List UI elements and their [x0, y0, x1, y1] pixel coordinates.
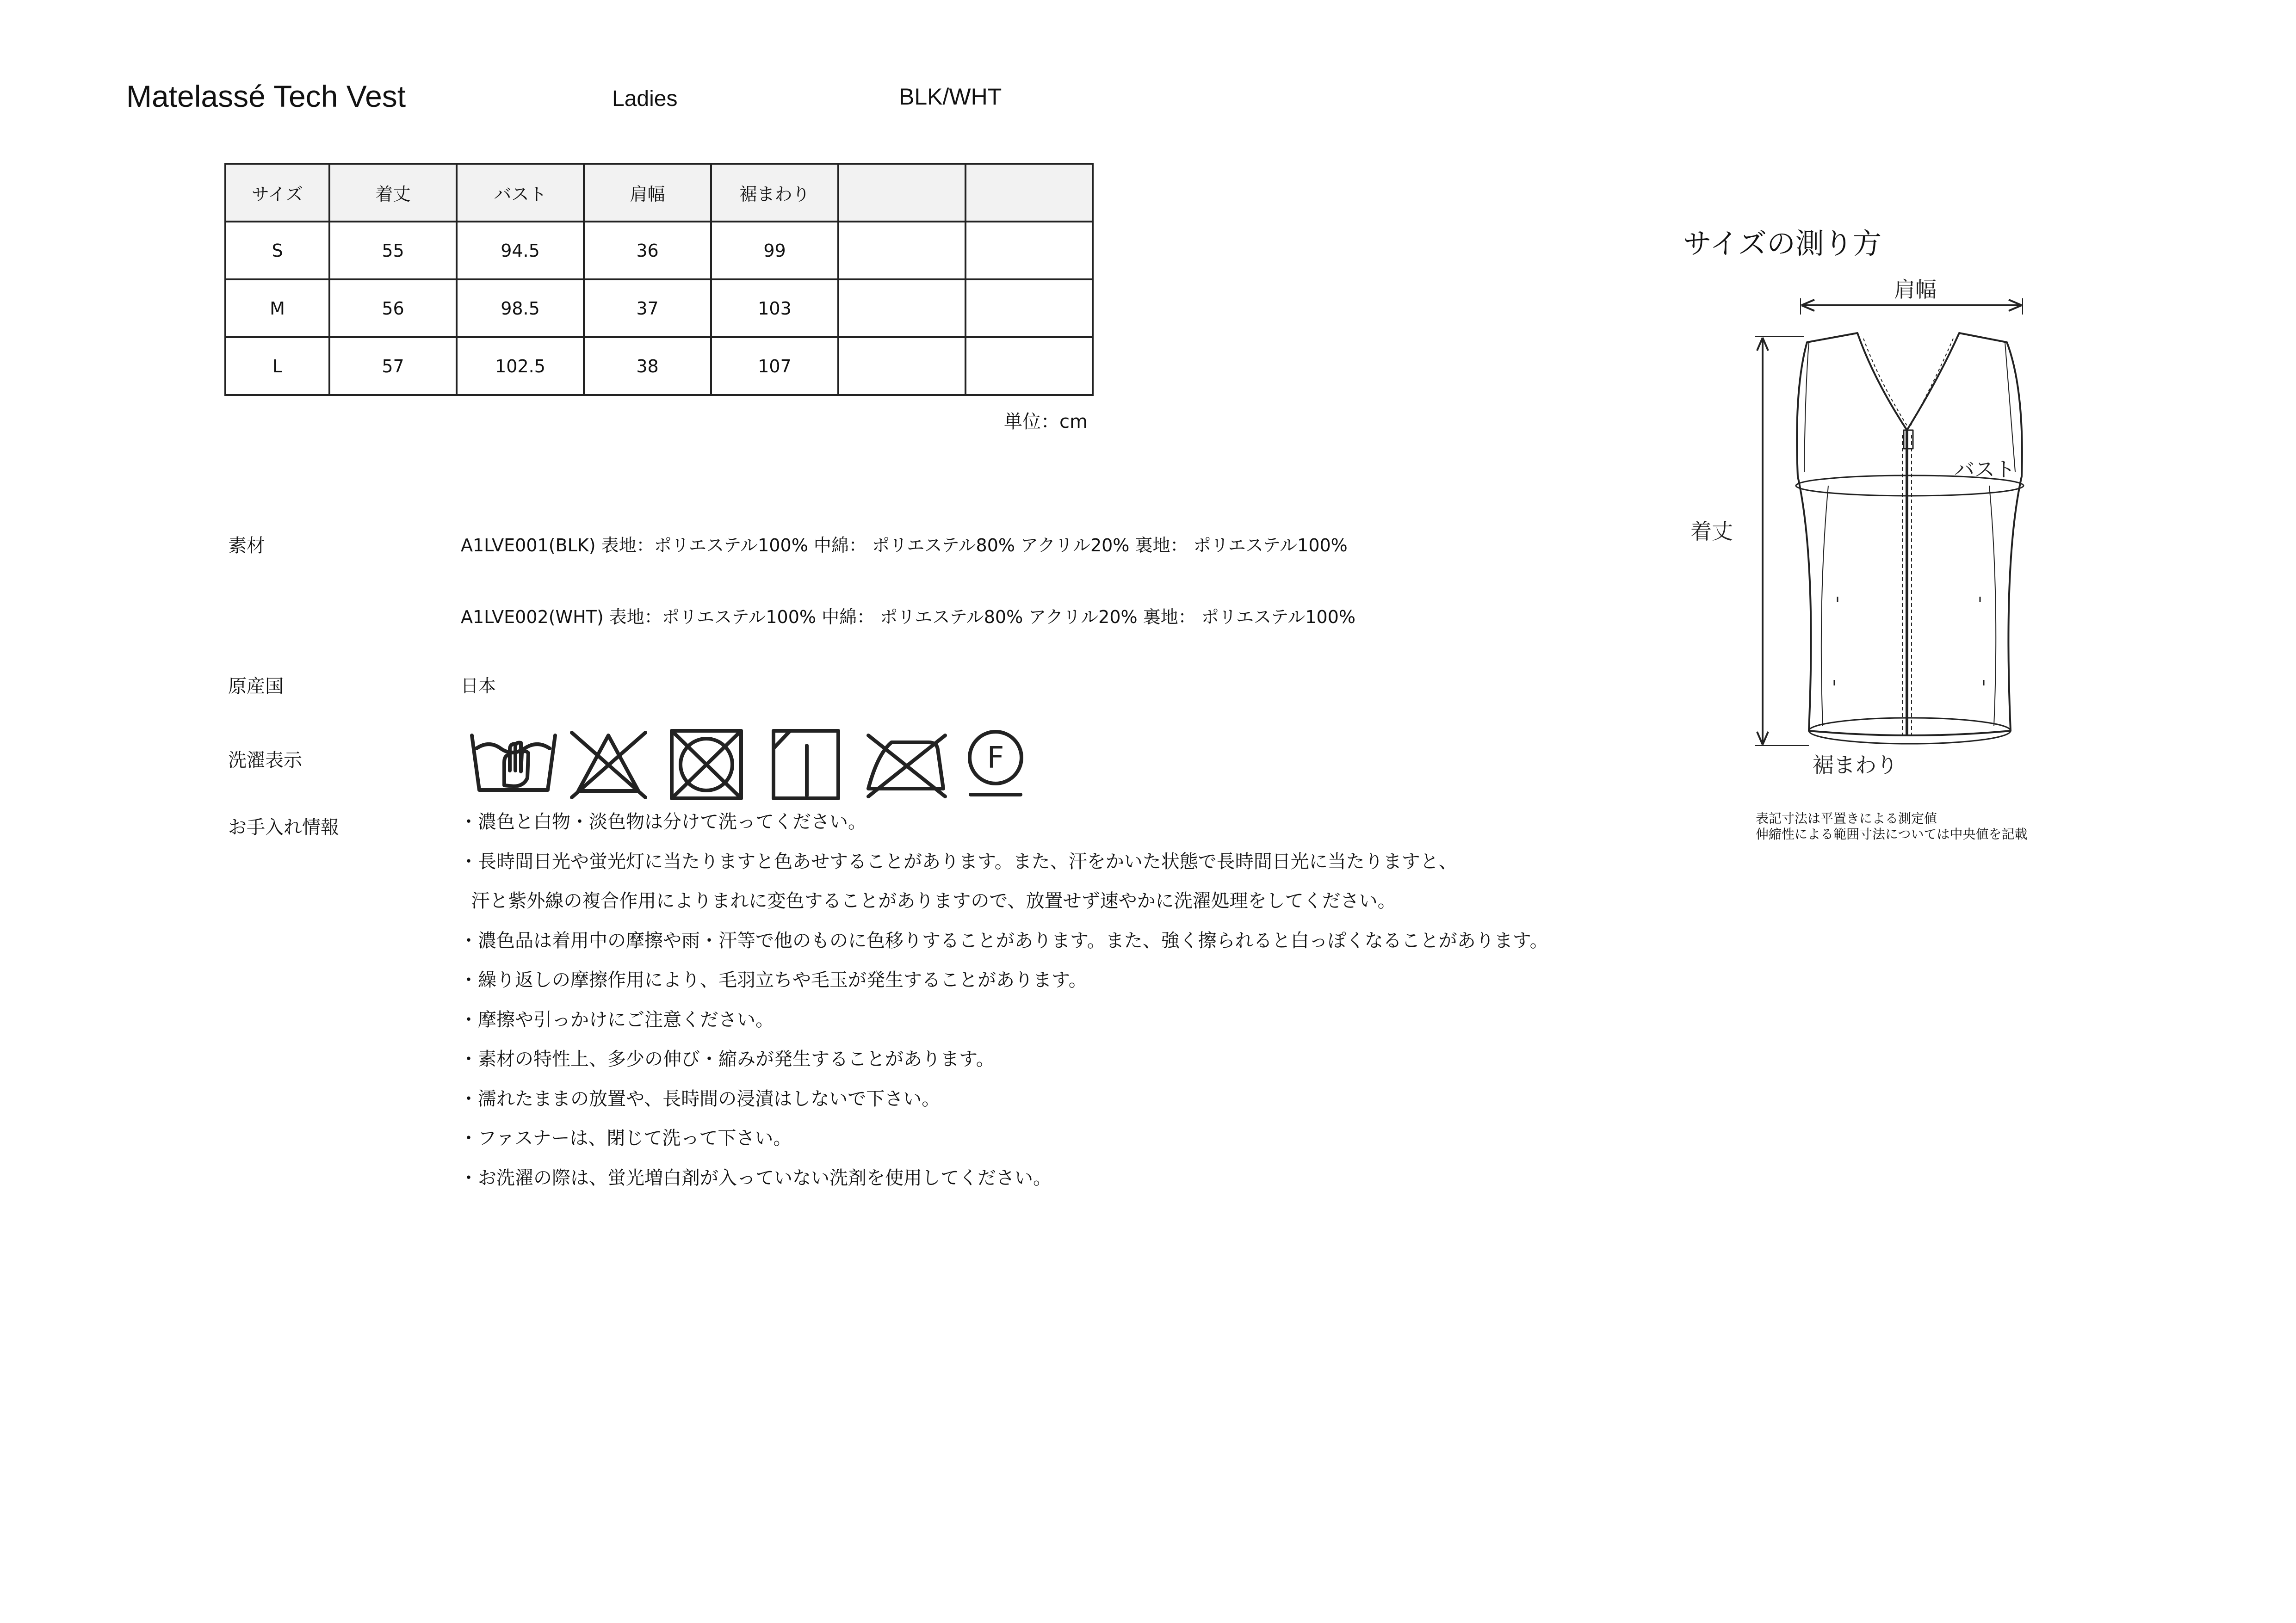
size-table [224, 163, 1094, 396]
no-tumble-dry-icon [672, 731, 741, 798]
care-item: ・濃色と白物・淡色物は分けて洗ってください。 [459, 811, 866, 833]
hand-wash-icon [472, 735, 555, 790]
size-table-cell: 38 [584, 337, 711, 395]
length-label: 着丈 [1690, 519, 1733, 544]
product-title: Matelassé Tech Vest [126, 79, 406, 113]
size-table-cell: 36 [584, 222, 711, 279]
length-arrow [1755, 337, 1809, 746]
material-line: A1LVE001(BLK) 表地：ポリエステル100% 中綿： ポリエステル80% アクリル20% 裏地： ポリエステル100% [461, 535, 1348, 555]
size-table-cell [965, 222, 1093, 279]
origin-label: 原産国 [228, 676, 284, 697]
hem-ellipse [1809, 718, 2011, 744]
material-label: 素材 [228, 535, 265, 556]
product-gender: Ladies [612, 86, 678, 111]
size-table-cell: 103 [711, 279, 838, 337]
size-table-cell: 107 [711, 337, 838, 395]
dry-clean-letter: F [987, 741, 1004, 775]
care-icons [468, 726, 1023, 805]
line-dry-icon [774, 731, 838, 798]
size-table-header-cell: 肩幅 [584, 164, 711, 222]
hem-label: 裾まわり [1813, 753, 1898, 778]
size-table-cell [838, 337, 965, 395]
size-table-cell: 94.5 [457, 222, 584, 279]
size-table-header-cell: サイズ [225, 164, 329, 222]
care-item: ・ファスナーは、閉じて洗って下さい。 [459, 1128, 792, 1149]
dry-clean-f-icon [970, 732, 1021, 795]
care-label: お手入れ情報 [228, 817, 339, 838]
material-line: A1LVE002(WHT) 表地：ポリエステル100% 中綿： ポリエステル80% アクリル20% 裏地： ポリエステル100% [461, 607, 1355, 627]
measure-note: 表記寸法は平置きによる測定値 [1756, 811, 1937, 826]
care-item: ・素材の特性上、多少の伸び・縮みが発生することがあります。 [459, 1049, 995, 1070]
size-table-row [225, 337, 1093, 395]
care-item: ・摩擦や引っかけにご注意ください。 [459, 1009, 774, 1031]
size-table-cell: 55 [329, 222, 457, 279]
size-table-header-cell: 着丈 [329, 164, 457, 222]
size-table-cell [965, 279, 1093, 337]
size-table-row [225, 279, 1093, 337]
care-item: ・濃色品は着用中の摩擦や雨・汗等で他のものに色移りすることがあります。また、強く擦られると白っぽくなることがあります。 [459, 930, 1548, 951]
size-table-cell: 57 [329, 337, 457, 395]
size-table-cell: 98.5 [457, 279, 584, 337]
size-table-cell: M [225, 279, 329, 337]
size-table-cell [838, 279, 965, 337]
size-table-cell: L [225, 337, 329, 395]
care-item: ・濡れたままの放置や、長時間の浸漬はしないで下さい。 [459, 1088, 941, 1110]
vest-diagram [1670, 273, 2054, 800]
care-item: ・繰り返しの摩擦作用により、毛羽立ちや毛玉が発生することがあります。 [459, 969, 1087, 991]
care-list [459, 802, 1548, 1198]
size-unit: 単位：cm [1004, 411, 1088, 432]
care-item: 汗と紫外線の複合作用によりまれに変色することがありますので、放置せず速やかに洗濯処理をしてください。 [459, 890, 1396, 912]
size-table-cell: 102.5 [457, 337, 584, 395]
care-item: ・長時間日光や蛍光灯に当たりますと色あせすることがあります。また、汗をかいた状態で長時間日光に当たりますと、 [459, 851, 1457, 872]
shoulder-label: 肩幅 [1894, 277, 1937, 302]
measure-note: 伸縮性による範囲寸法については中央値を記載 [1756, 827, 2028, 842]
vest-outline [1797, 333, 2022, 735]
size-table-cell: 37 [584, 279, 711, 337]
no-iron-icon [868, 735, 945, 796]
bust-label: バスト [1954, 458, 2015, 481]
size-table-header-cell: 裾まわり [711, 164, 838, 222]
no-bleach-icon [572, 733, 645, 797]
size-table-row [225, 222, 1093, 279]
product-color: BLK/WHT [899, 84, 1002, 110]
size-table-header-cell: バスト [457, 164, 584, 222]
size-table-header-cell [838, 164, 965, 222]
care-item: ・お洗濯の際は、蛍光増白剤が入っていない洗剤を使用してください。 [459, 1167, 1052, 1189]
measure-heading: サイズの測り方 [1683, 227, 1882, 260]
size-table-cell: S [225, 222, 329, 279]
size-table-cell: 56 [329, 279, 457, 337]
size-table-cell [838, 222, 965, 279]
wash-label: 洗濯表示 [228, 750, 302, 771]
size-table-header-row [225, 164, 1093, 222]
origin-value: 日本 [461, 676, 496, 696]
size-table-cell [965, 337, 1093, 395]
size-table-header-cell [965, 164, 1093, 222]
size-table-cell: 99 [711, 222, 838, 279]
